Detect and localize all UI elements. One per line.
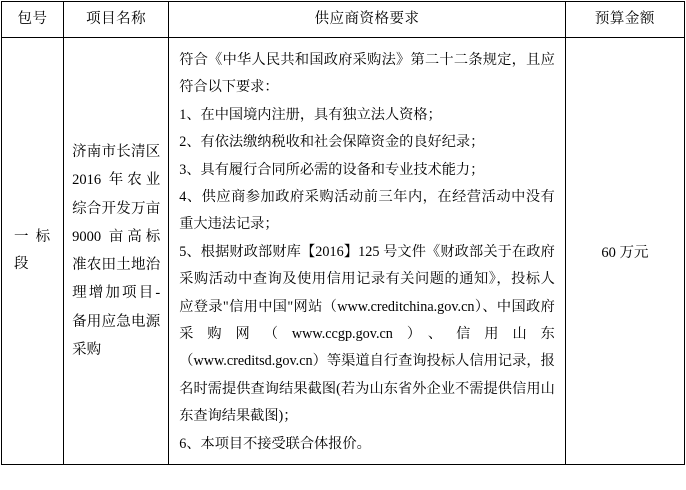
requirement-line: 2、有依法缴纳税收和社会保障资金的良好纪录； <box>179 134 485 151</box>
cell-project-name <box>64 38 169 465</box>
column-header-budget-amount-label: 预算金额 <box>594 10 655 27</box>
package-no-value: 一 标 段 <box>14 228 52 273</box>
requirement-line: 1、在中国境内注册，具有独立法人资格； <box>179 106 442 123</box>
requirement-line: 3、具有履行合同所必需的设备和专业技术能力； <box>179 161 485 178</box>
column-header-package-no <box>2 2 64 38</box>
requirement-line: 6、本项目不接受联合体报价。 <box>179 435 371 452</box>
requirements-list <box>169 38 565 464</box>
cell-package-no <box>2 38 64 465</box>
document-page <box>0 1 686 490</box>
column-header-package-no-label: 包号 <box>17 10 48 27</box>
table-body <box>2 38 685 465</box>
cell-supplier-qualification <box>169 38 566 465</box>
column-header-project-name <box>64 2 169 38</box>
table-header <box>2 2 685 38</box>
column-header-supplier-qualification-label: 供应商资格要求 <box>314 10 420 27</box>
column-header-supplier-qualification <box>169 2 566 38</box>
cell-budget-amount <box>565 38 684 465</box>
column-header-project-name-label: 项目名称 <box>86 10 147 27</box>
requirement-line: 符合《中华人民共和国政府采购法》第二十二条规定，且应符合以下要求： <box>179 52 555 96</box>
column-header-budget-amount <box>565 2 684 38</box>
bid-requirements-table <box>1 1 685 465</box>
table-row <box>2 38 685 465</box>
requirement-line: 4、供应商参加政府采购活动前三年内，在经营活动中没有重大违法记录； <box>179 189 555 233</box>
table-header-row <box>2 2 685 38</box>
requirement-line: 5、根据财政部财库【2016】125 号文件《财政部关于在政府采购活动中查询及使用信用记录有关问题的通知》，投标人应登录"信用中国"网站（www.creditchina.gov.cn）、中国政府采购网（www.ccgp.gov.cn）、信用山东（www.creditsd.gov.cn）等渠道自行查询投标人信用记录，报名时需提供查询结果截图(若为山东省外企业不需提供信用山东查询结果截图)； <box>179 243 555 425</box>
project-name-value: 济南市长清区 2016 年农业综合开发万亩 9000 亩高标准农田土地治理增加项目-备用应急电源采购 <box>72 143 161 358</box>
budget-amount-value: 60 万元 <box>601 244 649 261</box>
